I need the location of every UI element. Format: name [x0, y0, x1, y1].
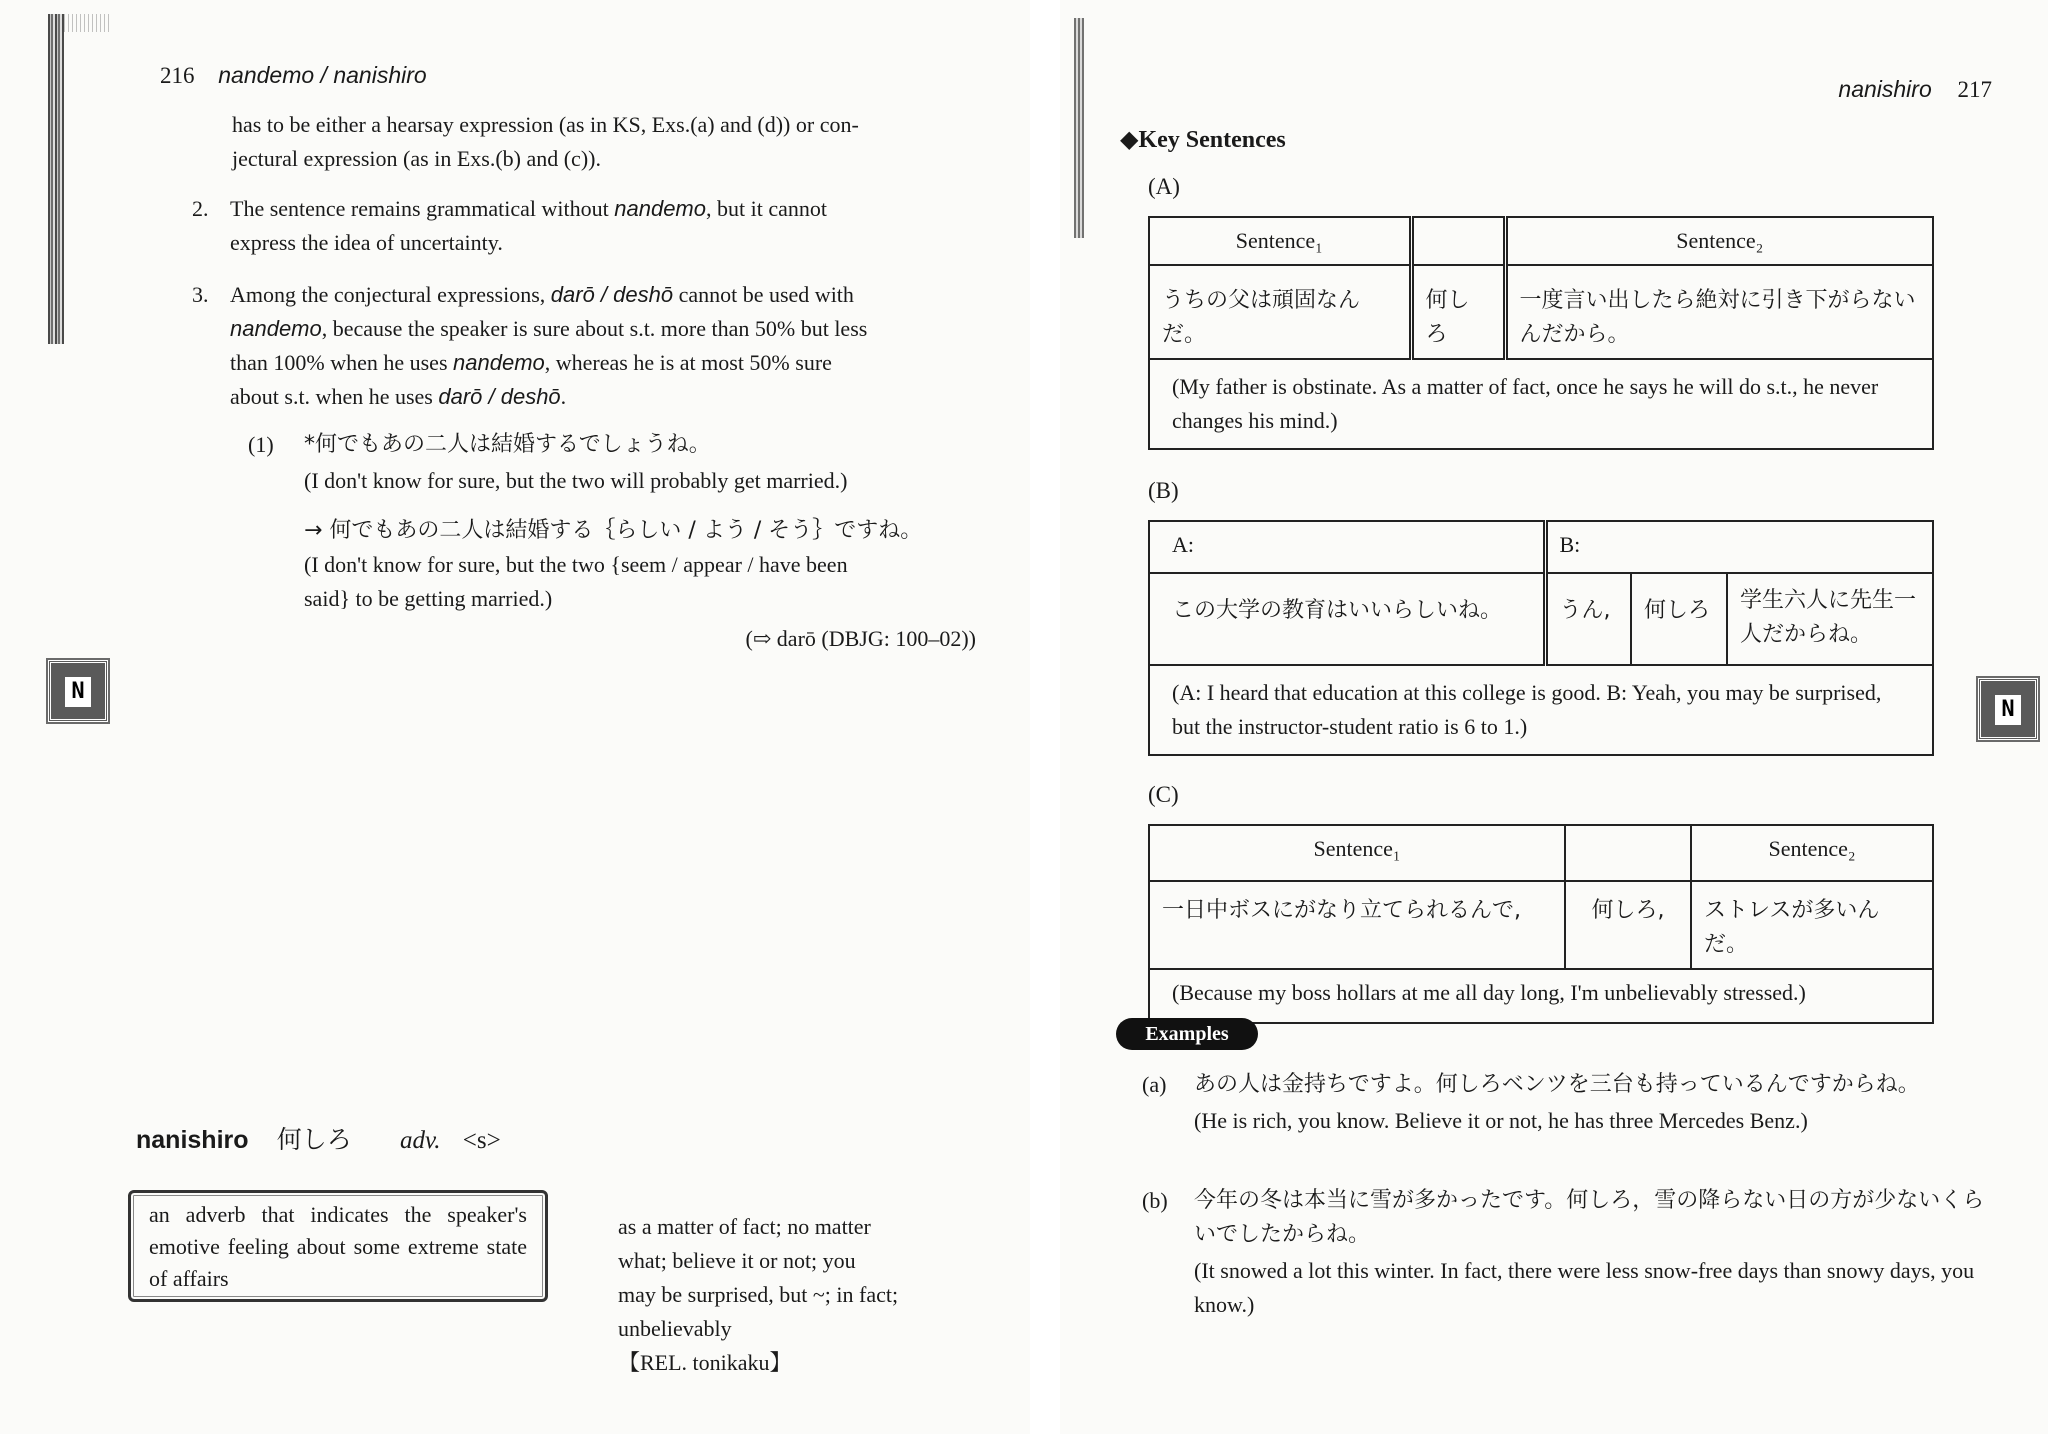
note-2 [192, 192, 974, 260]
entry-tag: <s> [462, 1127, 501, 1154]
table-row [1149, 217, 1933, 265]
example-number: (1) [248, 432, 274, 457]
note-line: The sentence remains grammatical without nandemo, but it cannot [230, 196, 827, 221]
example-jp-alt: → 何でもあの二人は結婚する｛らしい / よう / そう｝ですね。 [304, 518, 923, 543]
gloss-line: may be surprised, but ~; in fact; [618, 1282, 899, 1307]
speaker-b-header: B: [1545, 521, 1933, 573]
note-number: 2. [192, 196, 209, 221]
entry-pos: adv. [400, 1127, 441, 1154]
connector-cell: 何しろ [1411, 265, 1505, 359]
key-sentence-table-a [1148, 216, 1934, 450]
thumb-index-tab-right [1978, 678, 2038, 740]
table-header-cell [1565, 825, 1691, 881]
gloss-line: as a matter of fact; no matter [618, 1214, 871, 1239]
scan-edge-shadow [1074, 18, 1084, 238]
cross-reference-text: (⇨ darō (DBJG: 100–02)) [745, 626, 976, 651]
book-gutter [1030, 0, 1060, 1434]
example-b [1142, 1184, 1994, 1322]
example-en-alt-line: said} to be getting married.) [304, 586, 553, 611]
translation-cell: (Because my boss hollars at me all day long, I'm unbelievably stressed.) [1149, 969, 1933, 1023]
gloss-line: what; believe it or not; you [618, 1248, 856, 1273]
intro-line: jectural expression (as in Exs.(b) and (c)). [232, 146, 601, 171]
gloss-block [618, 1210, 948, 1380]
note-line: Among the conjectural expressions, darō / deshō cannot be used with [230, 282, 854, 307]
key-sentence-table-c [1148, 824, 1934, 1024]
table-header-cell: Sentence₂ [1691, 825, 1933, 881]
table-row [1149, 573, 1933, 665]
cross-reference [676, 622, 976, 656]
key-sentence-label-a: (A) [1148, 174, 1180, 199]
table-row [1149, 881, 1933, 969]
example-en: (He is rich, you know. Believe it or not, he has three Mercedes Benz.) [1194, 1108, 1808, 1133]
scan-edge-noise [64, 14, 110, 32]
speaker-a-header: A: [1149, 521, 1545, 573]
thumb-index-letter: N [1995, 695, 2021, 725]
key-sentence-label-b: (B) [1148, 478, 1179, 503]
table-row [1149, 969, 1933, 1023]
sentence-2-cell: 一度言い出したら絶対に引き下がらないんだから。 [1505, 265, 1933, 359]
note-number: 3. [192, 282, 209, 307]
example-en: (I don't know for sure, but the two will probably get married.) [304, 468, 848, 493]
running-head-title-right: nanishiro [1838, 76, 1932, 102]
sentence-1-cell: うちの父は頑固なんだ。 [1149, 265, 1411, 359]
connector-cell: 何しろ, [1565, 881, 1691, 969]
entry-headword: nanishiro [136, 1126, 249, 1154]
note-line: about s.t. when he uses darō / deshō. [230, 384, 567, 409]
note-3 [192, 278, 974, 414]
sentence-2-cell: ストレスが多いんだ。 [1691, 881, 1933, 969]
speaker-b-cell-3: 学生六人に先生一人だからね。 [1727, 573, 1933, 665]
table-header-cell: Sentence₁ [1149, 217, 1411, 265]
speaker-a-cell: この大学の教育はいいらしいね。 [1149, 573, 1545, 665]
note-line: nandemo, because the speaker is sure about s.t. more than 50% but less [230, 316, 868, 341]
translation-cell: (A: I heard that education at this college is good. B: Yeah, you may be surprised, but the instructor-student ratio is 6 to 1.) [1149, 665, 1933, 755]
thumb-index-tab-left [48, 660, 108, 722]
page-number-right: 217 [1957, 77, 1992, 102]
running-head-left [160, 62, 427, 89]
note-line: express the idea of uncertainty. [230, 230, 503, 255]
intro-line: has to be either a hearsay expression (as in KS, Exs.(a) and (d)) or con- [232, 112, 859, 137]
table-row [1149, 665, 1933, 755]
gloss-line: unbelievably [618, 1316, 732, 1341]
table-row [1149, 825, 1933, 881]
table-row [1149, 265, 1933, 359]
table-row [1149, 359, 1933, 449]
entry-kanji: 何しろ [276, 1125, 352, 1154]
example-1 [248, 428, 984, 616]
key-sentence-table-b [1148, 520, 1934, 756]
thumb-index-letter: N [65, 677, 91, 707]
example-en-alt-line: (I don't know for sure, but the two {seem / appear / have been [304, 552, 848, 577]
table-header-cell [1411, 217, 1505, 265]
key-sentences-title: ◆Key Sentences [1120, 127, 1286, 153]
table-row [1149, 521, 1933, 573]
speaker-b-cell-1: うん, [1545, 573, 1631, 665]
sentence-1-cell: 一日中ボスにがなり立てられるんで, [1149, 881, 1565, 969]
examples-badge: Examples [1116, 1018, 1258, 1050]
table-header-cell: Sentence₁ [1149, 825, 1565, 881]
example-en: (It snowed a lot this winter. In fact, there were less snow-free days than snowy days, you know.) [1194, 1258, 1975, 1317]
key-sentence-label-c: (C) [1148, 782, 1179, 807]
example-a [1142, 1068, 1994, 1138]
example-label: (a) [1142, 1072, 1167, 1097]
entry-head [136, 1120, 501, 1156]
example-jp: あの人は金持ちですよ。何しろベンツを三台も持っているんですからね。 [1194, 1072, 1920, 1097]
note-line: than 100% when he uses nandemo, whereas he is at most 50% sure [230, 350, 832, 375]
translation-cell: (My father is obstinate. As a matter of fact, once he says he will do s.t., he never changes his mind.) [1149, 359, 1933, 449]
example-label: (b) [1142, 1188, 1168, 1213]
related-entry: 【REL. tonikaku】 [618, 1350, 792, 1375]
running-head-title-left: nandemo / nanishiro [218, 62, 427, 88]
scan-edge-shadow [48, 14, 64, 344]
table-header-cell: Sentence₂ [1505, 217, 1933, 265]
speaker-b-cell-2: 何しろ [1631, 573, 1727, 665]
example-jp: 今年の冬は本当に雪が多かったです。何しろ，雪の降らない日の方が少ないくらいでしたからね。 [1194, 1188, 1985, 1247]
definition-box [128, 1190, 548, 1302]
example-jp: *何でもあの二人は結婚するでしょうね。 [304, 432, 711, 457]
definition-text: an adverb that indicates the speaker's emotive feeling about some extreme state of affairs [149, 1202, 527, 1291]
page-number-left: 216 [160, 63, 195, 88]
intro-paragraph [232, 108, 972, 176]
running-head-right [1838, 76, 1992, 103]
